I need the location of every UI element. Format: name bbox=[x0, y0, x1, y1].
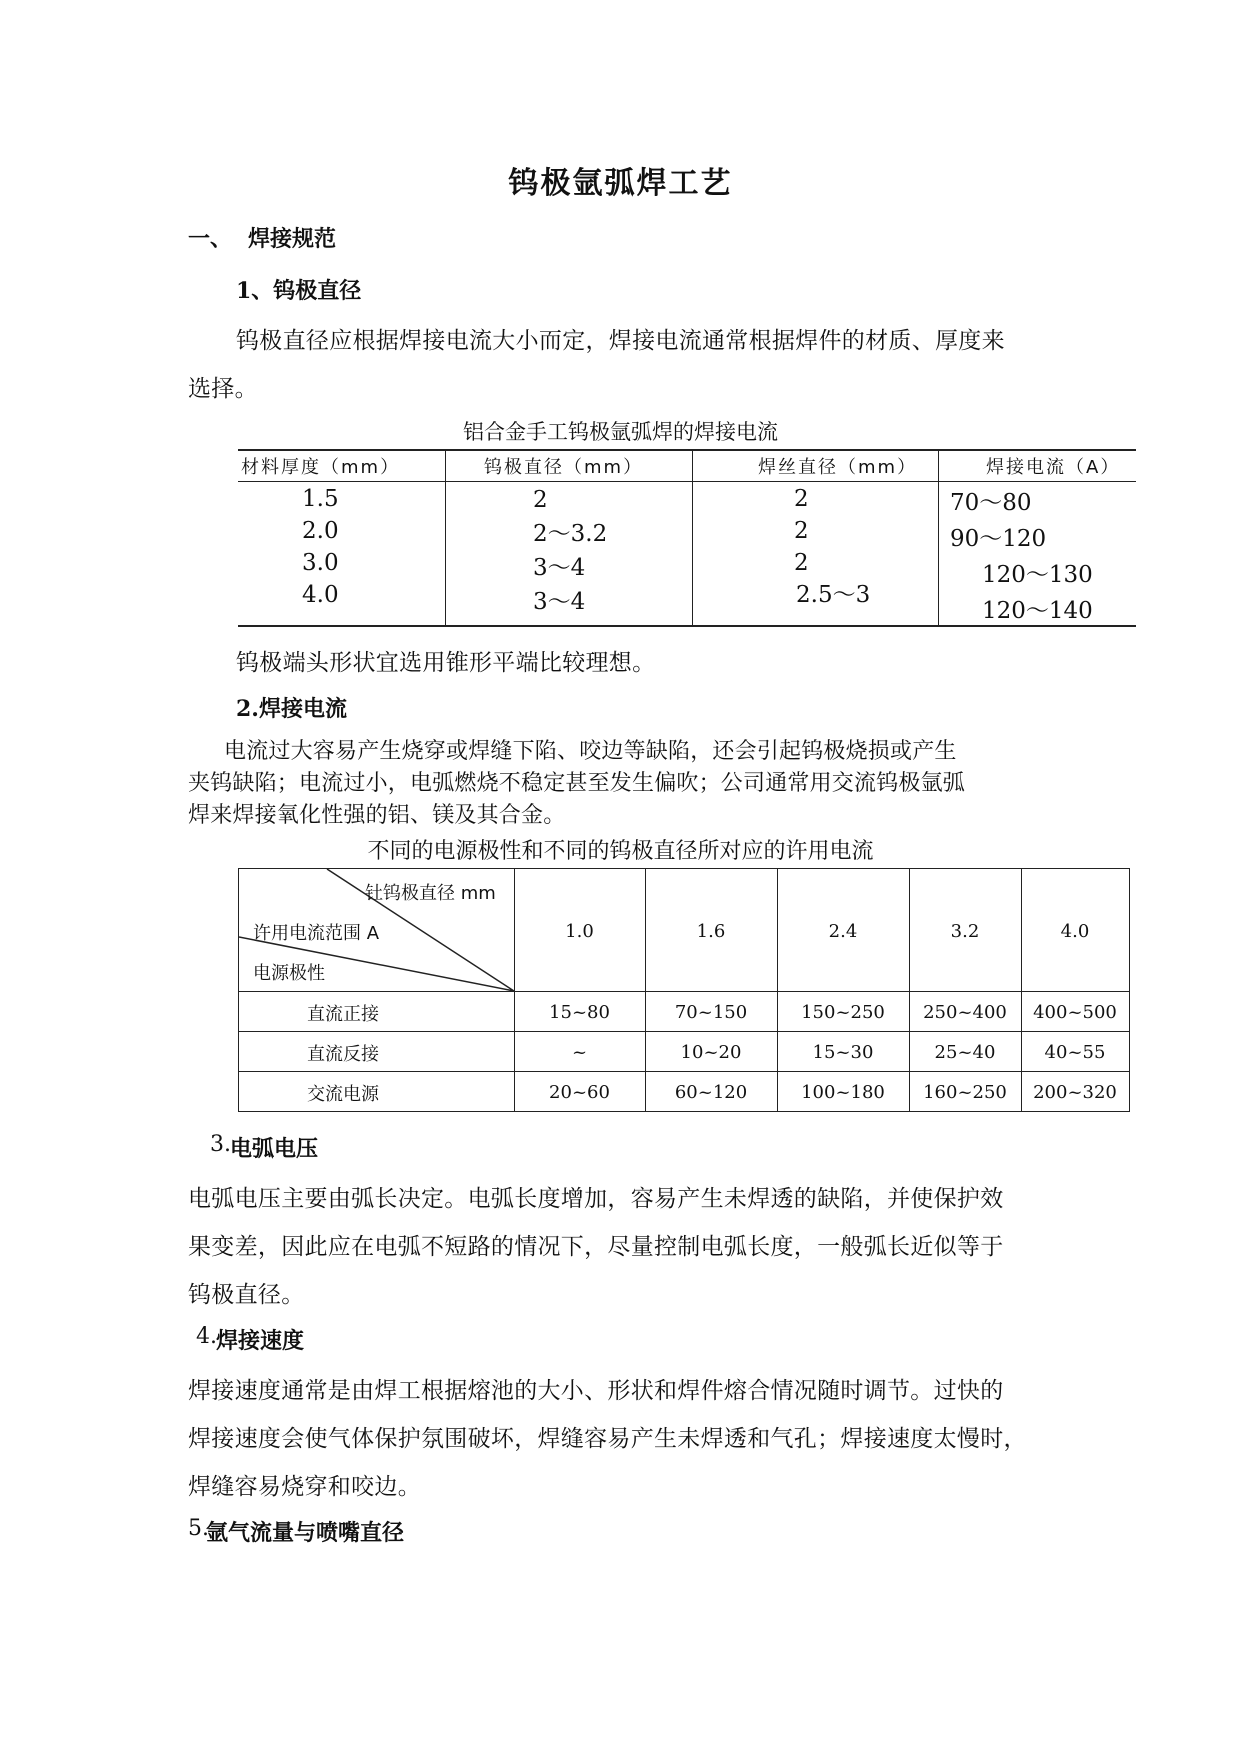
table-cell: 3～4 bbox=[533, 589, 586, 615]
table-cell: 20~60 bbox=[549, 1082, 610, 1103]
table-cell: 150~250 bbox=[801, 1002, 885, 1023]
table-cell: 3.0 bbox=[302, 550, 339, 576]
row-label: 交流电源 bbox=[307, 1084, 379, 1105]
table-cell: 400~500 bbox=[1033, 1002, 1117, 1023]
paragraph-line: 选择。 bbox=[188, 376, 258, 402]
table-caption: 不同的电源极性和不同的钨极直径所对应的许用电流 bbox=[367, 839, 874, 864]
paragraph-line: 钨极端头形状宜选用锥形平端比较理想。 bbox=[236, 650, 656, 676]
subsection-heading-4: 焊接速度 bbox=[216, 1328, 305, 1354]
section-number: 一、 bbox=[188, 226, 233, 252]
table-cell: 2 bbox=[794, 518, 809, 544]
diameter-header: 1.6 bbox=[696, 921, 726, 942]
subsection-heading-3: 电弧电压 bbox=[230, 1136, 319, 1162]
table-cell: 2 bbox=[533, 487, 548, 513]
diameter-header: 3.2 bbox=[950, 921, 980, 942]
table-cell: 200~320 bbox=[1033, 1082, 1117, 1103]
subsection-number-3: 3. bbox=[210, 1132, 231, 1157]
table-cell: 4.0 bbox=[302, 582, 339, 608]
table-cell: 15~80 bbox=[549, 1002, 610, 1023]
paragraph-line: 钨极直径应根据焊接电流大小而定，焊接电流通常根据焊件的材质、厚度来 bbox=[236, 328, 1005, 354]
subsection-heading-5: 氩气流量与喷嘴直径 bbox=[206, 1520, 405, 1546]
table-column-electrode bbox=[533, 483, 607, 619]
table-cell: 100~180 bbox=[801, 1082, 885, 1103]
table-column-thickness bbox=[302, 483, 339, 611]
table-cell: 120～140 bbox=[982, 598, 1093, 624]
column-divider bbox=[938, 451, 939, 625]
paragraph-line: 焊缝容易烧穿和咬边。 bbox=[188, 1474, 421, 1500]
table-cell: 2 bbox=[794, 550, 809, 576]
table-cell: 2～3.2 bbox=[533, 521, 608, 547]
paragraph-line: 焊来焊接氧化性强的铝、镁及其合金。 bbox=[188, 803, 566, 828]
header-rule bbox=[238, 481, 1136, 482]
table-cell: 250~400 bbox=[923, 1002, 1007, 1023]
table-cell: 90～120 bbox=[950, 526, 1047, 552]
table-cell: 40~55 bbox=[1044, 1042, 1106, 1063]
row-divider bbox=[239, 1071, 1129, 1072]
subsection-heading-1: 1、钨极直径 bbox=[236, 278, 362, 304]
paragraph-line: 焊接速度会使气体保护氛围破坏，焊缝容易产生未焊透和气孔；焊接速度太慢时， bbox=[188, 1426, 1027, 1452]
table-cell: 2 bbox=[794, 486, 809, 512]
table-header-cell: 焊丝直径（mm） bbox=[758, 457, 918, 478]
table-cell: 25~40 bbox=[934, 1042, 996, 1063]
column-divider bbox=[909, 869, 910, 1111]
current-table-aluminum bbox=[238, 449, 1136, 627]
diameter-header: 2.4 bbox=[828, 921, 858, 942]
corner-label-polarity: 电源极性 bbox=[253, 963, 325, 984]
subsection-heading-2: 2.焊接电流 bbox=[236, 696, 347, 722]
column-divider bbox=[692, 451, 693, 625]
column-divider bbox=[777, 869, 778, 1111]
table-caption: 铝合金手工钨极氩弧焊的焊接电流 bbox=[463, 420, 778, 444]
table-cell: 120～130 bbox=[982, 562, 1093, 588]
diameter-header: 4.0 bbox=[1060, 921, 1090, 942]
paragraph-line: 电流过大容易产生烧穿或焊缝下陷、咬边等缺陷，还会引起钨极烧损或产生 bbox=[224, 739, 957, 764]
table-column-current bbox=[950, 485, 1093, 629]
subsection-number-4: 4. bbox=[196, 1324, 217, 1349]
paragraph-line: 电弧电压主要由弧长决定。电弧长度增加，容易产生未焊透的缺陷，并使保护效 bbox=[188, 1186, 1004, 1212]
table-cell: ~ bbox=[571, 1042, 588, 1063]
row-divider bbox=[239, 1031, 1129, 1032]
table-cell: 60~120 bbox=[674, 1082, 748, 1103]
diameter-header: 1.0 bbox=[565, 921, 594, 942]
table-cell: 2.5～3 bbox=[796, 582, 871, 608]
paragraph-line: 焊接速度通常是由焊工根据熔池的大小、形状和焊件熔合情况随时调节。过快的 bbox=[188, 1378, 1004, 1404]
column-divider bbox=[514, 869, 515, 1111]
table-cell: 15~30 bbox=[812, 1042, 874, 1063]
column-divider bbox=[645, 869, 646, 1111]
corner-label-diameter: 钍钨极直径 mm bbox=[365, 883, 496, 904]
row-label: 直流反接 bbox=[307, 1044, 379, 1065]
table-cell: 3～4 bbox=[533, 555, 586, 581]
table-header-cell: 钨极直径（mm） bbox=[484, 457, 644, 478]
table-header-cell: 材料厚度（mm） bbox=[241, 457, 401, 478]
section-heading: 焊接规范 bbox=[248, 226, 337, 252]
table-header-cell: 焊接电流（A） bbox=[986, 457, 1121, 478]
table-cell: 160~250 bbox=[923, 1082, 1007, 1103]
table-cell: 70～80 bbox=[950, 490, 1032, 516]
corner-label-range: 许用电流范围 A bbox=[253, 923, 380, 944]
table-cell: 70~150 bbox=[674, 1002, 748, 1023]
current-table-polarity bbox=[238, 868, 1130, 1112]
table-column-wire bbox=[794, 483, 870, 611]
column-divider bbox=[1021, 869, 1022, 1111]
row-label: 直流正接 bbox=[307, 1004, 379, 1025]
column-divider bbox=[445, 451, 446, 625]
table-cell: 2.0 bbox=[302, 518, 339, 544]
page-title: 钨极氩弧焊工艺 bbox=[508, 166, 733, 201]
table-cell: 10~20 bbox=[680, 1042, 742, 1063]
paragraph-line: 夹钨缺陷；电流过小，电弧燃烧不稳定甚至发生偏吹；公司通常用交流钨极氩弧 bbox=[188, 771, 966, 796]
paragraph-line: 钨极直径。 bbox=[188, 1282, 305, 1308]
row-divider bbox=[239, 991, 1129, 992]
subsection-number-5: 5. bbox=[188, 1516, 209, 1541]
paragraph-line: 果变差，因此应在电弧不短路的情况下，尽量控制电弧长度，一般弧长近似等于 bbox=[188, 1234, 1004, 1260]
table-cell: 1.5 bbox=[302, 486, 339, 512]
